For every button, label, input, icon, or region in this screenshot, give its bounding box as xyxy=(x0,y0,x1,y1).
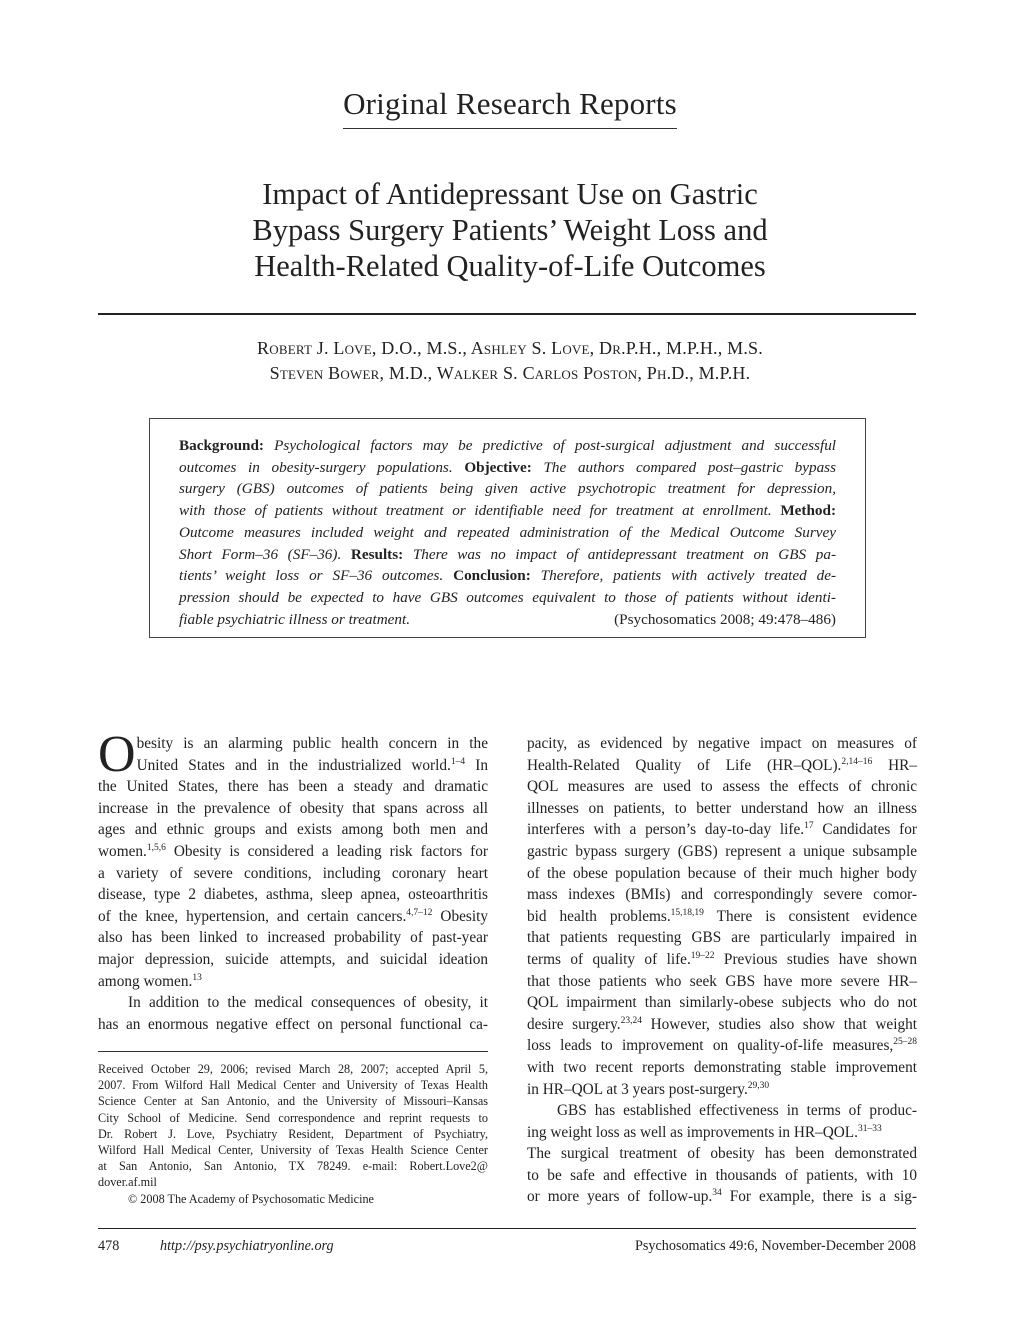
author-line: Steven Bower, M.D., Walker S. Carlos Poston, Ph.D., M.P.H. xyxy=(269,363,751,383)
body-line: besity is an alarming public health concern in the xyxy=(136,735,488,752)
body-line: desire surgery.$^{23,24}$ However, studies also show that weight xyxy=(527,1015,917,1033)
abstract-line: tients’ weight loss or SF–36 outcomes. Conclusion: Therefore, patients with actively treated de- xyxy=(179,567,837,585)
abstract-line: with those of patients without treatment or identifiable need for treatment at enrollment. Method: xyxy=(179,502,837,520)
body-line: QOL impairment than similarly-obese subjects who do not xyxy=(527,994,917,1012)
abstract-line: fiable psychiatric illness or treatment. (Psychosomatics 2008; 49:478–486) xyxy=(179,609,836,631)
footnote-line: at San Antonio, San Antonio, TX 78249. e-mail: Robert.Love2@ xyxy=(98,1159,488,1174)
title-line: Health-Related Quality-of-Life Outcomes xyxy=(254,249,766,283)
section-heading xyxy=(0,86,1020,129)
footnote-line: Received October 29, 2006; revised March 28, 2007; accepted April 5, xyxy=(98,1062,488,1076)
body-line: women.$^{1,5,6}$ Obesity is considered a leading risk factors for xyxy=(98,842,488,860)
citation-ref: 17 xyxy=(804,821,814,832)
author-list xyxy=(0,336,1020,386)
body-line: QOL measures are used to assess the effects of chronic xyxy=(527,778,917,796)
citation-ref: 29,30 xyxy=(747,1080,770,1091)
body-line: or more years of follow-up.$^{34}$ For example, there is a sig- xyxy=(527,1188,918,1206)
abstract-line: surgery (GBS) outcomes of patients being given active psychotropic treatment for depression, xyxy=(179,480,836,498)
results-label: Results: xyxy=(350,545,404,563)
citation-ref: 34 xyxy=(712,1188,722,1199)
body-line: terms of quality of life.$^{19-22}$ Previous studies have shown xyxy=(527,950,917,968)
footnote-line: Dr. Robert J. Love, Psychiatry Resident, Department of Psychiatry, xyxy=(98,1126,488,1141)
article-title xyxy=(0,176,1020,284)
body-line: major depression, suicide attempts, and suicidal ideation xyxy=(98,950,488,968)
body-line: the United States, there has been a steady and dramatic xyxy=(98,778,488,796)
abstract-line: Short Form–36 (SF–36). Results: There was no impact of antidepressant treatment on GBS pa- xyxy=(179,545,837,563)
body-line: increase in the prevalence of obesity that spans across all xyxy=(98,799,488,817)
author-line: Robert J. Love, D.O., M.S., Ashley S. Love, Dr.P.H., M.P.H., M.S. xyxy=(257,338,763,358)
footnote-divider xyxy=(98,1051,488,1052)
abstract-line: Outcome measures included weight and repeated administration of the Medical Outcome Survey xyxy=(179,523,836,541)
abstract-line: Background: Psychological factors may be predictive of post-surgical adjustment and successful xyxy=(179,437,837,454)
citation-ref: 1,5,6 xyxy=(146,842,166,853)
body-line: also has been linked to increased probability of past-year xyxy=(98,929,488,947)
body-line: a variety of severe conditions, including coronary heart xyxy=(98,864,488,882)
footnote-line: 2007. From Wilford Hall Medical Center and University of Texas Health xyxy=(98,1078,488,1093)
copyright-line: © 2008 The Academy of Psychosomatic Medicine xyxy=(128,1191,374,1206)
footnote-line: dover.af.mil xyxy=(98,1175,157,1190)
body-line: in HR–QOL at 3 years post-surgery.$^{29,30}$ xyxy=(527,1080,770,1098)
body-line: illnesses on patients, to better understand how an illness xyxy=(527,799,917,817)
footnote-line: Wilford Hall Medical Center, University of Texas Health Science Center xyxy=(98,1143,488,1158)
body-line: with two recent reports demonstrating stable improvement xyxy=(527,1058,917,1076)
drop-cap: O xyxy=(98,726,136,783)
page-number: 478 xyxy=(98,1238,120,1254)
article-footnote xyxy=(98,1061,488,1207)
title-line: Impact of Antidepressant Use on Gastric xyxy=(262,177,758,211)
citation-ref: 4,7–12 xyxy=(406,907,433,918)
abstract-citation: (Psychosomatics 2008; 49:478–486) xyxy=(614,610,836,628)
body-line: gastric bypass surgery (GBS) represent a unique subsample xyxy=(527,842,917,860)
citation-ref: 13 xyxy=(192,972,202,983)
body-line: GBS has established effectiveness in terms of produc- xyxy=(557,1102,917,1120)
body-line: In addition to the medical consequences of obesity, it xyxy=(128,994,488,1012)
body-line: mass indexes (BMIs) and correspondingly severe comor- xyxy=(527,886,917,904)
conclusion-label: Conclusion: xyxy=(453,567,531,585)
journal-url-link[interactable]: http://psy.psychiatryonline.org xyxy=(160,1238,334,1254)
body-line: United States and in the industrialized world.$^{1-4}$ In xyxy=(136,756,488,774)
section-heading-text: Original Research Reports xyxy=(343,86,677,129)
body-line: of the obese population because of their much higher body xyxy=(527,864,917,882)
citation-ref: 2,14–16 xyxy=(841,756,873,767)
body-line: disease, type 2 diabetes, asthma, sleep apnea, osteoarthritis xyxy=(98,886,488,904)
page-footer xyxy=(98,1238,916,1260)
body-line: Health-Related Quality of Life (HR–QOL).$^{2,14-16}$ HR– xyxy=(527,756,917,774)
abstract-box xyxy=(149,418,866,638)
title-line: Bypass Surgery Patients’ Weight Loss and xyxy=(252,213,768,247)
method-label: Method: xyxy=(780,502,837,520)
abstract-line: pression should be expected to have GBS outcomes equivalent to those of patients without identi- xyxy=(179,588,836,606)
body-line: pacity, as evidenced by negative impact on measures of xyxy=(527,735,917,752)
background-label: Background: xyxy=(179,437,264,454)
body-line: among women.$^{13}$ xyxy=(98,972,202,990)
body-line: ing weight loss as well as improvements in HR–QOL.$^{31-33}$ xyxy=(527,1123,882,1141)
journal-issue: Psychosomatics 49:6, November-December 2008 xyxy=(634,1238,916,1254)
footnote-line: Science Center at San Antonio, and the University of Missouri–Kansas xyxy=(98,1094,488,1109)
body-line: interferes with a person’s day-to-day life.$^{17}$ Candidates for xyxy=(527,821,917,839)
footer-divider xyxy=(98,1228,916,1229)
body-line: that those patients who seek GBS have more severe HR– xyxy=(527,972,917,990)
body-line: that patients requesting GBS are particularly impaired in xyxy=(527,929,917,947)
body-line: has an enormous negative effect on personal functional ca- xyxy=(98,1015,488,1033)
body-line: The surgical treatment of obesity has been demonstrated xyxy=(527,1145,917,1163)
abstract-line: outcomes in obesity-surgery populations. Objective: The authors compared post–gastric bypass xyxy=(179,458,837,476)
footnote-line: City School of Medicine. Send correspondence and reprint requests to xyxy=(98,1110,488,1125)
body-line: loss leads to improvement on quality-of-life measures,$^{25-28}$ xyxy=(527,1037,917,1055)
citation-ref: 31–33 xyxy=(857,1123,882,1134)
title-divider xyxy=(98,313,916,315)
body-line: of the knee, hypertension, and certain cancers.$^{4,7-12}$ Obesity xyxy=(98,907,488,925)
citation-ref: 23,24 xyxy=(620,1015,642,1026)
left-text-column xyxy=(98,726,488,1035)
citation-ref: 1–4 xyxy=(450,756,466,767)
body-line: bid health problems.$^{15,18,19}$ There is consistent evidence xyxy=(527,907,917,925)
right-text-column xyxy=(527,733,917,1208)
body-line: ages and ethnic groups and exists among both men and xyxy=(98,821,488,839)
objective-label: Objective: xyxy=(464,458,532,476)
citation-ref: 25–28 xyxy=(893,1037,917,1048)
citation-ref: 19–22 xyxy=(690,950,715,961)
citation-ref: 15,18,19 xyxy=(670,907,704,918)
body-line: to be safe and effective in thousands of patients, with 10 xyxy=(527,1166,917,1184)
